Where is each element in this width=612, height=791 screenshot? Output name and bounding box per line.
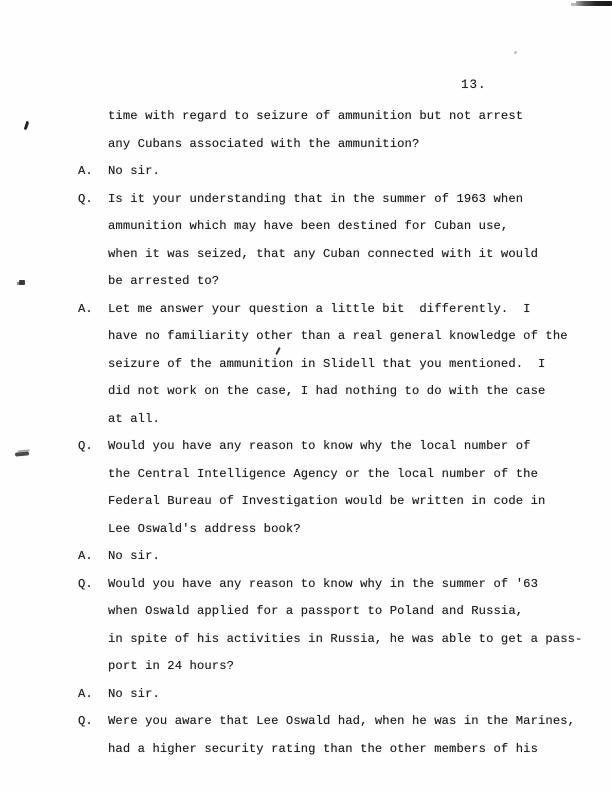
transcript-body xyxy=(0,103,612,763)
transcript-line xyxy=(0,296,612,324)
transcript-line xyxy=(0,653,612,681)
speaker-label: Q. xyxy=(78,576,93,591)
transcript-line xyxy=(0,598,612,626)
transcript-line xyxy=(0,241,612,269)
page-number: 13. xyxy=(461,78,487,92)
transcript-text: Were you aware that Lee Oswald had, when he was in the Marines, xyxy=(108,714,576,728)
scan-faint-dot xyxy=(514,51,517,54)
transcript-line xyxy=(0,461,612,489)
transcript-text: seizure of the ammunition in Slidell that you mentioned. I xyxy=(108,356,546,371)
transcript-text: have no familiarity other than a real general knowledge of the xyxy=(108,329,568,343)
transcript-text: No sir. xyxy=(108,549,160,563)
speaker-label: Q. xyxy=(78,191,93,206)
transcript-line xyxy=(0,736,612,764)
transcript-line xyxy=(0,543,612,571)
transcript-line xyxy=(0,516,612,544)
transcript-line xyxy=(0,131,612,159)
transcript-line xyxy=(0,213,612,241)
speaker-label: A. xyxy=(78,164,93,178)
transcript-line xyxy=(0,406,612,434)
transcript-text: Lee Oswald's address book? xyxy=(108,521,301,536)
transcript-line xyxy=(0,268,612,296)
transcript-text: did not work on the case, I had nothing to do with the case xyxy=(108,384,546,398)
transcript-line xyxy=(0,158,612,186)
transcript-line xyxy=(0,103,612,131)
transcript-text: port in 24 hours? xyxy=(108,659,235,673)
transcript-text: No sir. xyxy=(108,686,160,701)
speaker-label: A. xyxy=(78,301,93,316)
transcript-line xyxy=(0,681,612,709)
transcript-text: Would you have any reason to know why the local number of xyxy=(108,439,531,453)
transcript-line xyxy=(0,378,612,406)
speaker-label: Q. xyxy=(78,714,93,728)
transcript-text: in spite of his activities in Russia, he was able to get a pass- xyxy=(108,631,583,646)
transcript-line xyxy=(0,186,612,214)
transcript-text: ammunition which may have been destined for Cuban use, xyxy=(108,219,509,233)
transcript-line xyxy=(0,488,612,516)
transcript-text: time with regard to seizure of ammunition but not arrest xyxy=(108,109,524,123)
speaker-label: A. xyxy=(78,686,93,701)
transcript-text: at all. xyxy=(108,411,160,426)
transcript-text: be arrested to? xyxy=(108,274,220,288)
transcript-line xyxy=(0,708,612,736)
transcript-text: Federal Bureau of Investigation would be written in code in xyxy=(108,494,546,508)
transcript-text: when Oswald applied for a passport to Poland and Russia, xyxy=(108,604,524,618)
transcript-text: Is it your understanding that in the summer of 1963 when xyxy=(108,191,524,206)
transcript-line xyxy=(0,351,612,379)
transcript-line xyxy=(0,323,612,351)
scan-smudge-top-right xyxy=(576,1,612,6)
speaker-label: A. xyxy=(78,549,93,563)
transcript-line xyxy=(0,571,612,599)
transcript-text: any Cubans associated with the ammunition? xyxy=(108,136,420,151)
transcript-line xyxy=(0,433,612,461)
transcript-text: the Central Intelligence Agency or the local number of the xyxy=(108,466,538,481)
transcript-line xyxy=(0,626,612,654)
transcript-text: had a higher security rating than the other members of his xyxy=(108,741,538,756)
transcript-text: when it was seized, that any Cuban connected with it would xyxy=(108,246,538,261)
transcript-text: No sir. xyxy=(108,164,160,178)
transcript-text: Would you have any reason to know why in the summer of '63 xyxy=(108,576,538,591)
transcript-text: Let me answer your question a little bit differently. I xyxy=(108,301,531,316)
speaker-label: Q. xyxy=(78,439,93,453)
